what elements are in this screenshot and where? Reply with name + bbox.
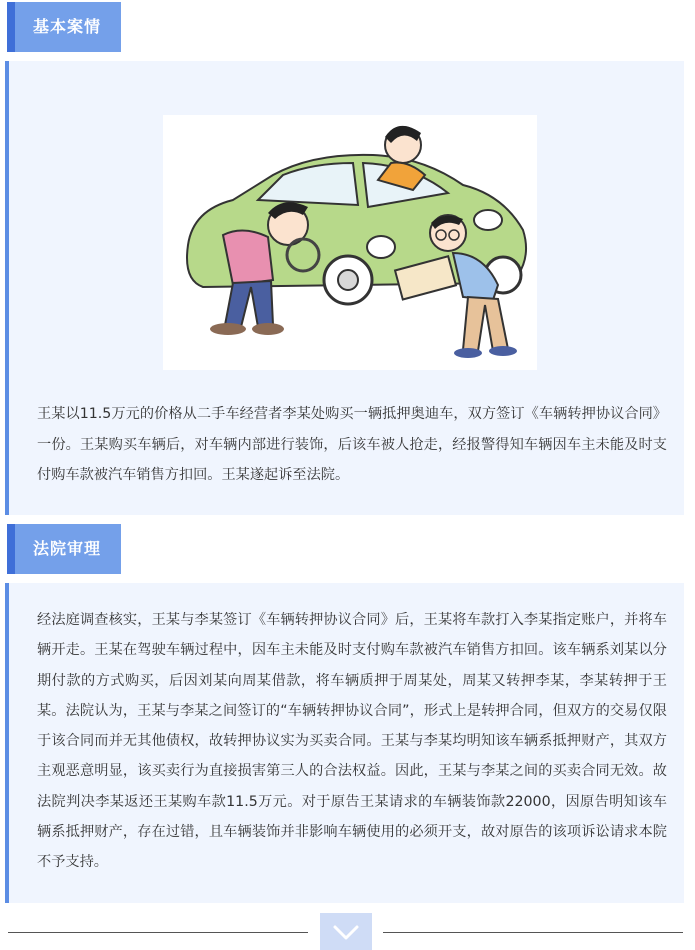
court-trial-paragraph: 经法庭调查核实，王某与李某签订《车辆转押协议合同》后，王某将车款打入李某指定账户，并将车辆开走。王某在驾驶车辆过程中，因车主未能及时支付购车款被汽车销售方扣回。该车辆系刘某以分期付款的方式购买，后因刘某向周某借款，将车辆质押于周某处，周某又转押李某，李某转押于王某。法院认为，王某与李某之间签订的“车辆转押协议合同”，形式上是转押合同，但双方的交易仅限于该合同而并无其他债权，故转押协议实为买卖合同。王某与李某均明知该车辆系抵押财产，其双方主观恶意明显，该买卖行为直接损害第三人的合法权益。因此，王某与李某之间的买卖合同无效。故法院判决李某返还王某购车款11.5万元。对于原告王某请求的车辆装饰款22000，因原告明知该车辆系抵押财产，存在过错，且车辆装饰并非影响车辆使用的必须开支，故对原告的该项诉讼请求本院不予支持。 [37,612,667,871]
basic-case-paragraph: 王某以11.5万元的价格从二手车经营者李某处购买一辆抵押奥迪车，双方签订《车辆转押协议合同》一份。王某购买车辆后，对车辆内部进行装饰，后该车被人抢走，经报警得知车辆因车主未能及时支付购车款被汽车销售方扣回。王某遂起诉至法院。 [37,406,667,483]
footer-divider-left [8,932,308,933]
chevron-down-icon [320,913,372,950]
car-cartoon-image [163,115,537,370]
court-trial-panel [5,583,684,903]
section-title-basic-case: 基本案情 [7,2,121,52]
footer-divider-right [383,932,683,933]
section-title-court-trial: 法院审理 [7,524,121,574]
car-inspection-illustration [163,115,537,370]
scroll-down-button[interactable] [320,913,372,950]
basic-case-panel [5,61,684,515]
